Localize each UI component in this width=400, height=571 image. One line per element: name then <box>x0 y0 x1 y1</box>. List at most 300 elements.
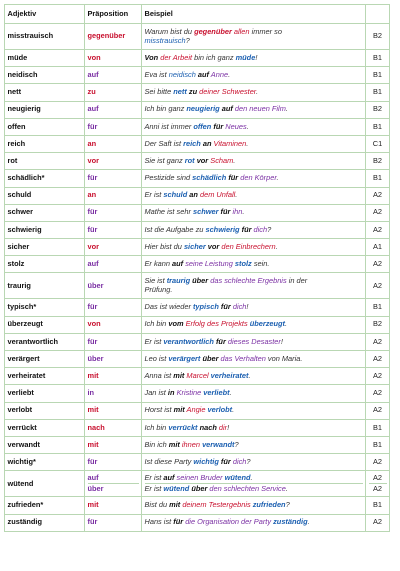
adjective-cell: wichtig* <box>5 454 85 471</box>
example-segment: Ist diese Party <box>144 456 194 466</box>
preposition-label: vor <box>87 241 100 251</box>
example-segment: wütend <box>224 472 251 482</box>
example-segment: vor <box>196 155 209 165</box>
adjective-preposition-table-container <box>4 4 389 532</box>
example-cell <box>142 436 366 453</box>
example-segment: immer so <box>249 26 282 36</box>
example-cell <box>142 368 366 385</box>
level-cell: B1 <box>366 436 390 453</box>
example-segment: . <box>285 484 288 494</box>
example-segment: ? <box>246 456 251 466</box>
adjective-cell: verwandt <box>5 436 85 453</box>
table-row <box>5 299 390 316</box>
preposition-label: für <box>87 173 98 183</box>
example-segment: schwer <box>192 207 219 217</box>
example-sentence <box>145 104 288 113</box>
preposition-cell <box>85 514 142 531</box>
example-sentence <box>145 259 270 268</box>
example-cell <box>142 187 366 204</box>
example-sentence <box>145 122 249 131</box>
example-cell <box>142 118 366 135</box>
example-segment: Erfolg des Projekts <box>185 319 248 329</box>
example-segment: dem Unfall <box>199 190 236 200</box>
example-cell <box>142 419 366 436</box>
level-cell: A2 <box>366 333 390 350</box>
example-sentence <box>145 440 239 449</box>
preposition-cell <box>85 170 142 187</box>
example-segment: dich <box>232 456 247 466</box>
preposition-label: über <box>87 353 104 363</box>
level-cell: B2 <box>366 101 390 118</box>
example-segment: an <box>189 190 198 200</box>
table-row <box>5 497 390 514</box>
adjective-cell: zuständig <box>5 514 85 531</box>
preposition-label: in <box>87 388 95 398</box>
table-row <box>5 221 390 238</box>
example-cell <box>142 67 366 84</box>
example-segment: auf <box>221 104 233 114</box>
level-cell: B1 <box>366 170 390 187</box>
example-segment: auf <box>197 69 210 79</box>
example-segment: sein. <box>251 259 270 269</box>
example-segment: Anne <box>210 69 229 79</box>
example-sentence <box>145 53 258 62</box>
table-body <box>5 24 390 532</box>
preposition-cell <box>85 402 142 419</box>
example-cell <box>142 273 366 299</box>
preposition-label: für <box>87 302 98 312</box>
preposition-cell <box>85 67 142 84</box>
example-segment: ? <box>267 224 272 234</box>
adjective-cell: wütend <box>5 471 85 497</box>
example-segment: Warum bist du <box>144 26 195 36</box>
preposition-label: von <box>87 319 101 329</box>
example-segment: Das ist wieder <box>144 302 193 312</box>
example-segment: . <box>235 190 238 200</box>
example-cell <box>142 333 366 350</box>
example-cell <box>142 153 366 170</box>
adjective-cell: schwer <box>5 204 85 221</box>
preposition-cell <box>85 471 142 497</box>
example-segment: verrückt <box>168 422 198 432</box>
level-cell: A2 <box>366 454 390 471</box>
level-cell <box>366 471 390 497</box>
example-segment: für <box>173 517 184 527</box>
adjective-cell: stolz <box>5 256 85 273</box>
example-segment: den Körper <box>240 173 277 183</box>
example-segment: Sei bitte <box>144 87 174 97</box>
example-cell <box>142 256 366 273</box>
preposition-label: gegenüber <box>87 31 126 41</box>
example-segment: ? <box>234 439 239 449</box>
preposition-label: mit <box>87 405 99 415</box>
example-cell <box>142 454 366 471</box>
table-row <box>5 84 390 101</box>
example-segment: ? <box>185 35 190 45</box>
preposition-label: an <box>87 190 97 200</box>
adjective-cell: verlobt <box>5 402 85 419</box>
example-segment: von Maria. <box>265 353 303 363</box>
example-segment: Er ist <box>144 484 164 494</box>
example-sentence <box>145 139 249 148</box>
example-segment: Mathe ist sehr <box>144 207 193 217</box>
example-segment: zuständig <box>273 517 308 527</box>
example-sentence <box>145 500 290 509</box>
table-row <box>5 402 390 419</box>
example-segment: dich <box>232 302 247 312</box>
example-segment: traurig <box>166 276 191 286</box>
example-segment: Prüfung. <box>144 284 173 294</box>
example-segment: Hier bist du <box>144 241 184 251</box>
example-segment: ! <box>280 336 283 346</box>
example-segment: verheiratet <box>210 370 249 380</box>
example-segment: Anna ist <box>144 370 174 380</box>
table-row <box>5 419 390 436</box>
level-cell: C1 <box>366 135 390 152</box>
example-segment: . <box>307 517 310 527</box>
table-row <box>5 454 390 471</box>
example-sentence <box>145 517 310 526</box>
preposition-cell <box>85 436 142 453</box>
example-segment: verantwortlich <box>163 336 214 346</box>
example-segment: . <box>229 388 232 398</box>
example-segment: Ich bin <box>144 422 169 432</box>
example-segment: . <box>228 69 231 79</box>
preposition-label: mit <box>87 439 99 449</box>
example-segment: mit <box>173 405 185 415</box>
example-segment: Von <box>144 52 159 62</box>
table-row <box>5 204 390 221</box>
example-segment: für <box>213 121 224 131</box>
example-segment: misstrauisch <box>144 35 186 45</box>
level-cell: A2 <box>366 187 390 204</box>
example-sentence <box>145 190 238 199</box>
level-cell: B1 <box>366 67 390 84</box>
example-cell <box>142 402 366 419</box>
adjective-cell: offen <box>5 118 85 135</box>
example-segment: Der Saft ist <box>144 138 184 148</box>
preposition-cell <box>85 368 142 385</box>
preposition-cell <box>85 24 142 50</box>
example-segment: mit <box>169 500 181 510</box>
example-cell <box>142 204 366 221</box>
example-cell <box>142 135 366 152</box>
example-cell <box>142 50 366 67</box>
adjective-cell: müde <box>5 50 85 67</box>
example-segment: dich <box>253 224 268 234</box>
adjective-cell: traurig <box>5 273 85 299</box>
table-row <box>5 50 390 67</box>
level-cell: A2 <box>366 368 390 385</box>
example-segment: den Einbrechern <box>221 241 276 251</box>
adjective-cell: reich <box>5 135 85 152</box>
example-cell <box>142 514 366 531</box>
example-cell <box>142 24 366 50</box>
example-segment: neidisch <box>168 69 196 79</box>
example-segment: deiner Schwester <box>199 87 256 97</box>
preposition-label: auf <box>87 259 99 269</box>
example-segment: . <box>233 155 236 165</box>
example-segment: Er kann <box>144 259 173 269</box>
example-segment: Bin ich <box>144 439 169 449</box>
table-row <box>5 273 390 299</box>
example-segment: Er ist <box>144 190 164 200</box>
example-segment: Ich bin <box>144 319 169 329</box>
preposition-label: für <box>87 456 98 466</box>
adjective-cell: schwierig <box>5 221 85 238</box>
table-row <box>5 351 390 368</box>
preposition-cell <box>85 84 142 101</box>
table-row <box>5 471 390 497</box>
level-cell: B2 <box>366 24 390 50</box>
example-cell <box>142 299 366 316</box>
example-segment: für <box>220 207 231 217</box>
example-segment: über <box>202 353 219 363</box>
example-segment: zu <box>188 87 198 97</box>
example-segment: seinen Bruder <box>176 472 223 482</box>
example-segment: offen <box>193 121 212 131</box>
header-example: Beispiel <box>142 5 366 24</box>
example-segment: ihnen <box>181 439 200 449</box>
example-segment: wütend <box>163 484 190 494</box>
example-segment: dieses Desaster <box>227 336 281 346</box>
example-segment: wichtig <box>193 456 219 466</box>
adjective-cell: misstrauisch <box>5 24 85 50</box>
preposition-label: über <box>88 483 139 495</box>
example-cell <box>142 316 366 333</box>
example-segment: Er ist <box>144 336 164 346</box>
level-cell: B1 <box>366 299 390 316</box>
example-segment: gegenüber <box>194 26 232 36</box>
example-segment: . <box>276 173 279 183</box>
example-segment: den neuen Film <box>234 104 286 114</box>
example-segment: deinem Testergebnis <box>182 500 251 510</box>
example-cell <box>142 497 366 514</box>
example-segment: für <box>215 336 226 346</box>
example-cell <box>142 101 366 118</box>
example-segment: . <box>246 138 249 148</box>
example-segment: Neues <box>225 121 247 131</box>
table-row <box>5 153 390 170</box>
example-segment: Leo ist <box>144 353 169 363</box>
example-segment: stolz <box>234 259 252 269</box>
level-cell: A2 <box>366 514 390 531</box>
example-sentence <box>145 87 259 96</box>
header-adjective: Adjektiv <box>5 5 85 24</box>
example-segment: Kristine <box>176 388 202 398</box>
example-sentence <box>145 225 272 234</box>
example-segment: die Organisation der Party <box>185 517 272 527</box>
adjective-cell: schuld <box>5 187 85 204</box>
preposition-cell <box>85 118 142 135</box>
example-cell <box>142 351 366 368</box>
preposition-label: für <box>87 224 98 234</box>
adjective-cell: verärgert <box>5 351 85 368</box>
example-segment: reich <box>183 138 201 148</box>
level-cell: A2 <box>366 385 390 402</box>
level-label: A2 <box>369 483 387 495</box>
adjective-cell: typisch* <box>5 299 85 316</box>
example-segment: typisch <box>192 302 219 312</box>
table-row <box>5 187 390 204</box>
example-segment: über <box>192 276 209 286</box>
example-segment: auf <box>163 472 175 482</box>
example-segment: das Verhalten <box>220 353 266 363</box>
table-row <box>5 368 390 385</box>
example-segment: rot <box>184 155 195 165</box>
example-segment: Angie <box>186 405 206 415</box>
preposition-cell <box>85 153 142 170</box>
example-segment: Sie ist <box>144 276 167 286</box>
example-segment: . <box>275 241 278 251</box>
level-cell: A2 <box>366 256 390 273</box>
example-sentence <box>145 457 251 466</box>
example-segment: Ist die Aufgabe zu <box>144 224 206 234</box>
level-cell: A2 <box>366 402 390 419</box>
example-segment: Sie ist ganz <box>144 155 185 165</box>
preposition-label: auf <box>87 69 99 79</box>
example-segment: Bist du <box>144 500 170 510</box>
example-sentence <box>145 388 232 397</box>
example-sentence <box>145 242 278 251</box>
preposition-cell <box>85 135 142 152</box>
preposition-cell <box>85 385 142 402</box>
example-segment: der Arbeit <box>160 52 193 62</box>
example-segment: in <box>167 388 175 398</box>
preposition-label: nach <box>87 422 105 432</box>
example-segment: Eva ist <box>144 69 169 79</box>
example-segment: . <box>232 405 235 415</box>
preposition-label: für <box>87 207 98 217</box>
preposition-cell <box>85 256 142 273</box>
example-segment: verwandt <box>202 439 235 449</box>
example-segment: verliebt <box>203 388 230 398</box>
example-segment: . <box>248 370 251 380</box>
example-cell <box>142 170 366 187</box>
example-sentence <box>145 371 251 380</box>
example-segment: über <box>191 484 208 494</box>
adjective-cell: verliebt <box>5 385 85 402</box>
preposition-label: auf <box>87 472 99 482</box>
example-sentence <box>145 276 308 294</box>
adjective-cell: verheiratet <box>5 368 85 385</box>
header-preposition: Präposition <box>85 5 142 24</box>
example-segment: allen <box>233 26 250 36</box>
level-cell: A2 <box>366 351 390 368</box>
example-segment: . <box>246 121 249 131</box>
preposition-cell <box>85 273 142 299</box>
adjective-cell: nett <box>5 84 85 101</box>
example-segment: das schlechte Ergebnis <box>210 276 287 286</box>
example-segment: seine Leistung <box>185 259 233 269</box>
example-segment: dir <box>218 422 228 432</box>
table-row <box>5 118 390 135</box>
table-row <box>5 385 390 402</box>
table-row <box>5 101 390 118</box>
example-segment: mit <box>168 439 180 449</box>
adjective-cell: schädlich* <box>5 170 85 187</box>
example-segment: für <box>228 173 239 183</box>
preposition-label: auf <box>87 104 99 114</box>
example-sentence <box>145 207 245 216</box>
example-segment: schuld <box>163 190 188 200</box>
example-segment: vor <box>207 241 220 251</box>
example-segment: überzeugt <box>249 319 286 329</box>
level-cell: A2 <box>366 273 390 299</box>
example-segment: Scham <box>210 155 234 165</box>
level-cell: A2 <box>366 204 390 221</box>
table-row <box>5 316 390 333</box>
example-segment: ? <box>285 500 290 510</box>
preposition-label: über <box>87 280 104 290</box>
example-segment: . <box>250 472 253 482</box>
preposition-cell <box>85 333 142 350</box>
example-segment: . <box>285 104 288 114</box>
table-row <box>5 170 390 187</box>
level-cell: B2 <box>366 153 390 170</box>
example-segment: Jan ist <box>144 388 168 398</box>
preposition-cell <box>85 299 142 316</box>
example-segment: . <box>285 319 288 329</box>
example-sentence <box>145 405 235 414</box>
example-sentence <box>145 423 230 432</box>
example-segment: verlobt <box>207 405 233 415</box>
level-cell: B1 <box>366 419 390 436</box>
example-sentence <box>145 473 363 484</box>
example-cell <box>142 84 366 101</box>
example-segment: . <box>256 87 259 97</box>
example-segment: für <box>220 302 231 312</box>
example-segment: nett <box>173 87 187 97</box>
example-segment: Horst ist <box>144 405 174 415</box>
preposition-cell <box>85 221 142 238</box>
preposition-cell <box>85 50 142 67</box>
example-segment: ! <box>255 52 258 62</box>
preposition-cell <box>85 316 142 333</box>
table-row <box>5 256 390 273</box>
adjective-cell: neidisch <box>5 67 85 84</box>
preposition-cell <box>85 239 142 256</box>
example-cell <box>142 385 366 402</box>
preposition-label: mit <box>87 500 99 510</box>
level-cell: B2 <box>366 316 390 333</box>
example-segment: zufrieden <box>252 500 286 510</box>
example-cell <box>142 239 366 256</box>
adjective-cell: zufrieden* <box>5 497 85 514</box>
example-cell <box>142 471 366 497</box>
example-segment: bin ich ganz <box>192 52 236 62</box>
level-cell: B1 <box>366 84 390 101</box>
table-row <box>5 24 390 50</box>
preposition-label: vor <box>87 155 100 165</box>
level-cell: A1 <box>366 239 390 256</box>
example-segment: in der <box>286 276 308 286</box>
example-segment: Ich bin ganz <box>144 104 187 114</box>
level-cell: B1 <box>366 497 390 514</box>
example-sentence <box>145 483 363 495</box>
preposition-label: für <box>87 336 98 346</box>
example-segment: . <box>242 207 245 217</box>
preposition-cell <box>85 419 142 436</box>
example-sentence <box>145 319 288 328</box>
preposition-cell <box>85 497 142 514</box>
example-segment: ihn <box>232 207 243 217</box>
preposition-label: zu <box>87 87 96 97</box>
preposition-label: von <box>87 52 101 62</box>
adjective-cell: verrückt <box>5 419 85 436</box>
table-row <box>5 135 390 152</box>
example-segment: verärgert <box>168 353 201 363</box>
